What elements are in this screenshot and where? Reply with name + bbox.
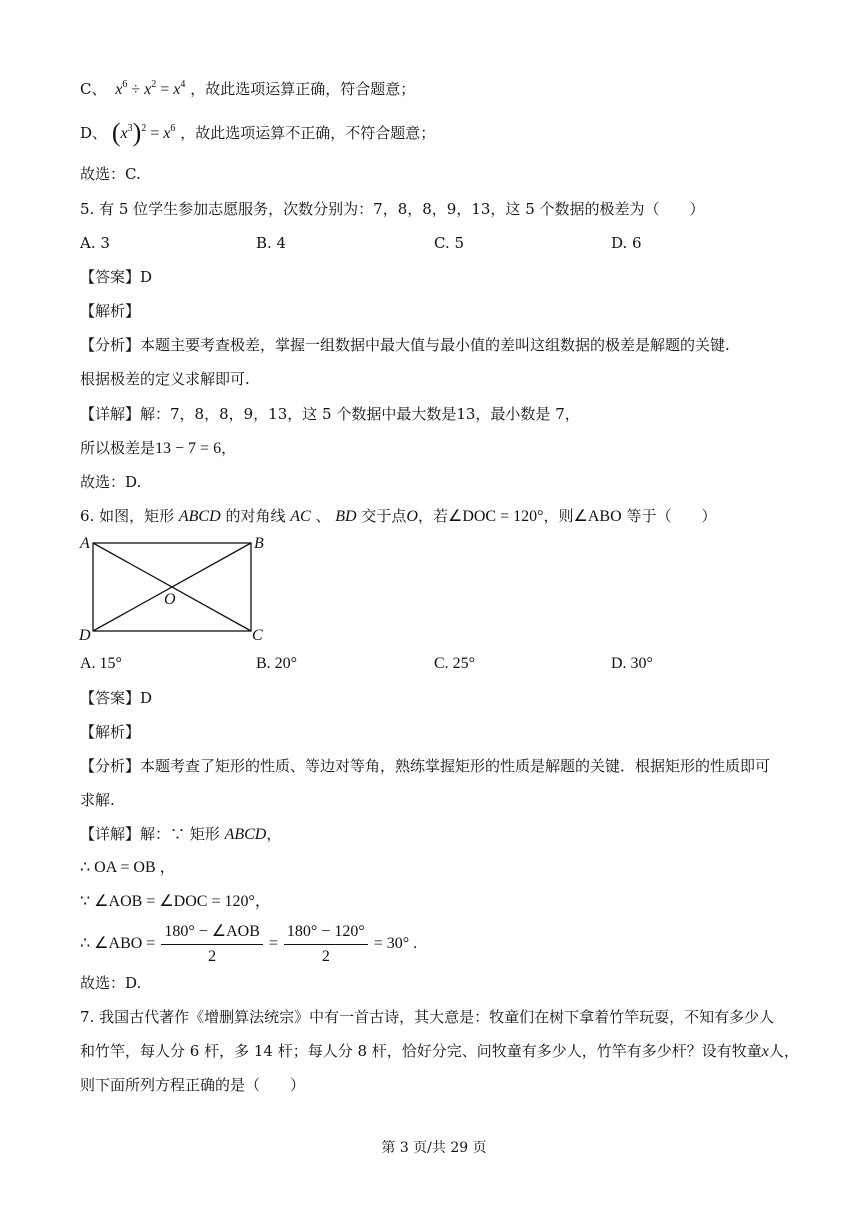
q5-detail-2-formula: 13 − 7 = 6 — [155, 440, 222, 457]
q4-option-d-formula: $(x^3)^2 = x^6$ — [111, 118, 176, 147]
q5-detail-2-comma: ， — [221, 439, 237, 457]
label-d: D — [79, 627, 91, 644]
q6-stem-text-6: ，则 — [543, 507, 574, 525]
q7-line-3: 则下面所列方程正确的是（ ） — [80, 1076, 306, 1094]
q6-stem-text-5: ，若 — [417, 507, 448, 525]
q6-step-2: ∵ ∠AOB = ∠DOC = 120°， — [80, 893, 271, 910]
q6-step-3-equals: = — [268, 935, 278, 953]
q5-option-c: C. 5 — [434, 234, 465, 252]
q7-line-2-x: x — [761, 1043, 769, 1060]
q5-detail-2-text: 所以极差是 — [80, 439, 156, 457]
fraction-1-denominator: 2 — [208, 948, 217, 965]
q6-detail-abcd: ABCD — [224, 826, 267, 843]
q5-option-b: B. 4 — [256, 234, 287, 252]
q5-analysis: 【分析】本题主要考查极差，掌握一组数据中最大值与最小值的差叫这组数据的极差是解题的关键. — [80, 336, 730, 354]
q6-stem-text-7: 等于（ ） — [626, 507, 717, 525]
q7-line-2-end: 人， — [768, 1042, 799, 1060]
q4-option-c-formula: $x^6 \div x^2 = x^4$ — [115, 79, 186, 98]
q6-step-3-result: = 30° . — [373, 935, 418, 953]
q6-stem-text-4: 交于点 — [361, 507, 407, 525]
label-c: C — [252, 627, 263, 644]
q4-option-d-label: D、 — [80, 124, 108, 142]
q4-option-c-label: C、 — [80, 80, 107, 98]
q6-stem-text-3: 、 — [315, 507, 331, 525]
q5-analysis-2: 根据极差的定义求解即可. — [80, 370, 250, 388]
q6-stem-abcd: ABCD — [178, 508, 221, 525]
label-b: B — [254, 535, 264, 552]
q6-stem-text-1: 6. 如图，矩形 — [80, 507, 175, 525]
q6-option-d: D. 30° — [611, 655, 653, 672]
q4-option-c — [80, 78, 415, 101]
q5-answer: 【答案】D — [80, 268, 153, 286]
q5-analysis-head: 【解析】 — [80, 302, 141, 320]
q6-option-c: C. 25° — [434, 655, 476, 672]
q6-choose: 故选：D. — [80, 974, 142, 992]
q5-stem: 5. 有 5 位学生参加志愿服务，次数分别为：7，8，8，9，13，这 5 个数据的极差为（ ） — [80, 200, 705, 218]
q6-stem-abo: ∠ABO — [573, 508, 622, 525]
q6-analysis: 【分析】本题考查了矩形的性质、等边对等角，熟练掌握矩形的性质是解题的关键．根据矩形的性质即可 — [80, 757, 771, 775]
q4-option-d-text: ，故此选项运算不正确，不符合题意； — [180, 124, 436, 142]
q6-stem-o: O — [406, 508, 418, 525]
label-o: O — [164, 591, 176, 608]
rectangle-figure — [76, 532, 276, 644]
q6-stem-text-2: 的对角线 — [225, 507, 286, 525]
q6-detail-comma: ， — [266, 825, 282, 843]
q5-detail-2 — [80, 437, 236, 460]
q6-analysis-head: 【解析】 — [80, 723, 141, 741]
q5-detail: 【详解】解：7，8，8，9，13，这 5 个数据中最大数是13，最小数是 7， — [80, 405, 580, 423]
q6-option-a: A. 15° — [80, 655, 122, 672]
fraction-2-denominator: 2 — [321, 948, 330, 965]
q6-option-b: B. 20° — [256, 655, 298, 672]
q6-answer: 【答案】D — [80, 689, 153, 707]
fraction-1-numerator: 180° − ∠AOB — [161, 920, 263, 945]
fraction-1 — [161, 920, 263, 969]
q6-detail-text: 【详解】解：∵ 矩形 — [80, 825, 220, 843]
q6-step-3-lhs: ∴ ∠ABO = — [80, 935, 156, 953]
q6-detail — [80, 823, 281, 846]
q6-stem — [80, 505, 716, 528]
q6-stem-bd: BD — [335, 508, 357, 525]
q6-analysis-2: 求解. — [80, 791, 115, 809]
fraction-2-numerator: 180° − 120° — [284, 920, 368, 945]
fraction-2 — [284, 920, 368, 969]
q5-option-d: D. 6 — [611, 234, 642, 252]
q5-option-a: A. 3 — [80, 234, 110, 252]
q6-stem-ac: AC — [290, 508, 311, 525]
q4-choose: 故选：C. — [80, 165, 141, 183]
q6-step-1: ∴ OA = OB ， — [80, 859, 176, 876]
q6-stem-angle: ∠DOC = 120° — [447, 508, 544, 525]
page-footer: 第 3 页/共 29 页 — [381, 1140, 487, 1156]
q7-line-1: 7. 我国古代著作《增删算法统宗》中有一首古诗，其大意是：牧童们在树下拿着竹竿玩耍，不知有多少人 — [80, 1008, 775, 1026]
q6-step-3 — [80, 920, 417, 969]
q4-option-c-text: ，故此选项运算正确，符合题意； — [190, 80, 416, 98]
q7-line-2-text: 和竹竿，每人分 6 杆，多 14 杆；每人分 8 杆，恰好分完、问牧童有多少人，竹竿有多少杆？设有牧童 — [80, 1042, 762, 1060]
q4-option-d — [80, 118, 436, 147]
q7-line-2 — [80, 1040, 799, 1063]
q5-choose: 故选：D. — [80, 473, 142, 491]
label-a: A — [80, 535, 90, 552]
